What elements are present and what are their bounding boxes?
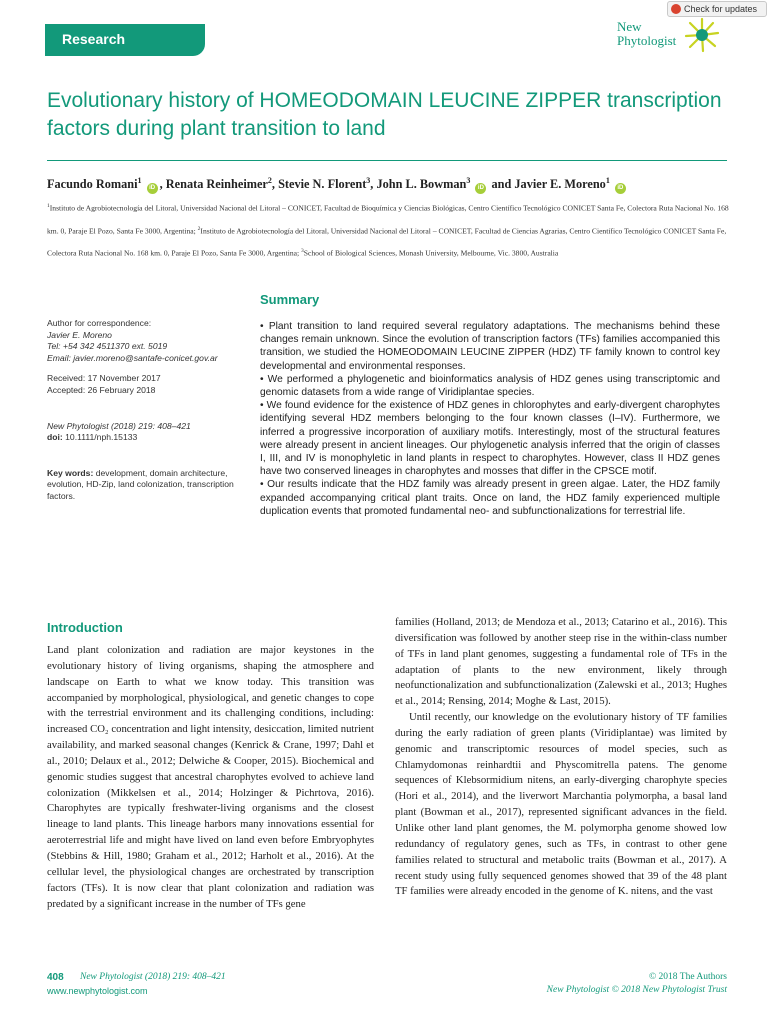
summary-bullet: • We performed a phylogenetic and bioinformatics analysis of HDZ genes using transcriptomic and genomic datasets from a wide range of Viridiplantae species. (260, 373, 720, 399)
affiliations: $^1$Instituto de Agrobiotecnología del Litoral, Universidad Nacional del Litoral – CONICET, Facultad de Bioquímica y Ciencias Biológicas, Centro Científico Tecnológico CONICET Santa Fe, Colectora Ruta Nacional No. 168 km. 0, Paraje El Pozo, Santa Fe 3000, Argentina; $^2$Instituto de Agrobiotecnología del Litoral, Universidad Nacional del Litoral – CONICET, Facultad de Ciencias Agrarias, Centro Científico Tecnológico CONICET Santa Fe, Colectora Ruta Nacional No. 168 km. 0, Paraje El Pozo, Santa Fe 3000, Argentina; $^3$School of Biological Sciences, Monash University, Melbourne, Vic. 3800, Australia (47, 203, 729, 258)
doi-link[interactable]: 10.1111/nph.15133 (65, 432, 138, 443)
article-info-sidebar (47, 318, 247, 503)
check-for-updates-button[interactable] (667, 1, 767, 17)
author-name[interactable]: Javier E. Moreno (514, 177, 606, 192)
summary-heading: Summary (260, 292, 320, 307)
introduction-heading: Introduction (47, 620, 123, 635)
author-name[interactable]: Stevie N. Florent (278, 177, 367, 192)
body-paragraph: families (Holland, 2013; de Mendoza et al., 2013; Catarino et al., 2016). This diversification was followed by another steep rise in the within-class number of TFs in land plant genomes, suggesting a fundamental role of TFs in the adaptation of plants to the new environment, likely through neofunctionalization and subfunctionalization (Zalewski et al., 2013; Hughes et al., 2014; Rensing, 2014; Moghe & Last, 2015). (395, 616, 727, 708)
doi-label: doi: (47, 432, 63, 443)
check-for-updates-label: Check for updates (684, 4, 758, 14)
article-title: Evolutionary history of HOMEODOMAIN LEUCINE ZIPPER transcription factors during plant transition to land (47, 89, 722, 140)
correspondence-email[interactable]: Email: javier.moreno@santafe-conicet.gov.ar (47, 352, 218, 363)
footer-citation: New Phytologist (2018) 219: 408–421 (80, 972, 226, 982)
sunburst-logo-icon (684, 17, 720, 53)
body-column-left (47, 643, 374, 912)
accepted-date: Accepted: 26 February 2018 (47, 384, 156, 395)
author-name[interactable]: Facundo Romani (47, 177, 138, 192)
received-date: Received: 17 November 2017 (47, 373, 161, 384)
body-paragraph: Land plant colonization and radiation are major keystones in the evolutionary history of living organisms, shaping the atmosphere and landscape on Earth to what we know today. This transition was accompanied by morphological, physiological, and genetic changes to cope with the terrestrial environment and its challenging conditions, including: increased CO₂ concentration and light intensity, desiccation, limited nutrient availability, and marked seasonal changes (Kenrick & Crane, 1997; Dahl et al., 2010; Delaux et al., 2012; Delwiche & Cooper, 2015). Biochemical and genomic studies suggest that ancestral charophytes evolved to achieve land colonization (Mikkelsen et al., 2014; Holzinger & Pichrtova, 2016). Charophytes are typically freshwater-living organisms and the closest lineage to land plants. This lineage harbors many innovations essential for aeroterrestrial life and might have lived on land even before Embryophytes (Stebbins & Hill, 1980; Graham et al., 2012; Harholt et al., 2016). At the cellular level, the physiological changes are orchestrated by transcription factors (TFs). It is now clear that plant colonization and radiation was predated by a significant increase in the number of TFs gene (47, 644, 374, 910)
journal-wordmark (617, 20, 676, 48)
copyright-trust: New Phytologist © 2018 New Phytologist Trust (546, 985, 727, 995)
crossmark-icon (671, 4, 681, 14)
sidebar-citation: New Phytologist (2018) 219: 408–421 (47, 420, 191, 431)
author-name[interactable]: Renata Reinheimer (165, 177, 268, 192)
correspondence-name: Javier E. Moreno (47, 329, 112, 340)
journal-wordmark-line1: New (617, 19, 642, 34)
affiliation: Instituto de Agrobiotecnología del Litoral, Universidad Nacional del Litoral – CONICET, Facultad de Ciencias Agrarias, Centro Científico Tecnológico CONICET Santa Fe, Colectora Ruta Nacional No. 168 km. 0, Paraje El Pozo, Santa Fe 3000, Argentina; (47, 226, 727, 258)
title-divider (47, 160, 727, 161)
orcid-icon[interactable]: iD (475, 183, 486, 194)
summary-bullet: • Our results indicate that the HDZ family was already present in green algae. Later, the HDZ family expanded accompanying critical plant traits. Once on land, the HDZ family experienced multiple duplication events that promoted fundamental neo- and subfunctionalizations for terrestrial life. (260, 479, 720, 517)
correspondence-label: Author for correspondence: (47, 318, 152, 328)
page-number: 408 (47, 972, 64, 983)
author-name[interactable]: John L. Bowman (376, 177, 467, 192)
authors-conjunction: and (491, 177, 512, 192)
journal-url-link[interactable]: www.newphytologist.com (47, 986, 148, 996)
summary-bullet: • Plant transition to land required several regulatory adaptations. The mechanisms behind these changes remain unknown. Since the evolution of transcription factors (TFs) families accompanied this transition, we studied the HOMEODOMAIN LEUCINE ZIPPER (HDZ) TF family known to control key developmental and environmental responses. (260, 321, 720, 372)
affiliation: School of Biological Sciences, Monash University, Melbourne, Vic. 3800, Australia (303, 248, 559, 258)
affiliation: Instituto de Agrobiotecnología del Litoral, Universidad Nacional del Litoral – CONICET, Facultad de Bioquímica y Ciencias Biológicas, Centro Científico Tecnológico CONICET Santa Fe, Colectora Ruta Nacional No. 168 km. 0, Paraje El Pozo, Santa Fe 3000, Argentina; (47, 203, 729, 236)
summary-text (260, 320, 720, 518)
author-list: Facundo Romani$^1$ iD , Renata Reinheimer$^2$, Stevie N. Florent$^3$, John L. Bowman$^3$ iD and Javier E. Moreno$^1$ iD (47, 176, 747, 194)
correspondence-tel: Tel: +54 342 4511370 ext. 5019 (47, 341, 168, 352)
copyright-authors: © 2018 The Authors (648, 972, 727, 982)
orcid-icon[interactable]: iD (615, 183, 626, 194)
body-column-right (395, 615, 727, 900)
section-label: Research (62, 31, 126, 47)
orcid-icon[interactable]: iD (147, 183, 158, 194)
body-paragraph: Until recently, our knowledge on the evolutionary history of TF families during the early radiation of green plants (Viridiplantae) was limited by genomic and transcriptomic resources of model species, such as Chlamydomonas reinhardtii and Physcomitrella patens. The genome sequences of Klebsormidium nitens, an early-diverging charophyte species (Hori et al., 2014), and the liverwort Marchantia polymorpha, a basal land plant (Bowman et al., 2017), represented significant advances in the field. Unlike other land plant genomes, the M. polymorpha genome showed low redundancy of regulatory genes, such as TFs, in contrast to other gene families related to structural and metabolic traits (Bowman et al., 2017). A recent study using fully sequenced genomes showed that 39 of the 48 plant TF families were already encoded in the genome of K. nitens, and the vast (395, 711, 727, 898)
journal-wordmark-line2: Phytologist (617, 33, 677, 48)
summary-bullet: • We found evidence for the existence of HDZ genes in chlorophytes and early-divergent charophytes identifying several HDZ members belonging to the four known classes (I–IV). Furthermore, we inferred a progressive incorporation of auxiliary motifs. Interestingly, most of the structural features were already present in ancient lineages. Our phylogenetic analysis inferred that the origin of classes I, III, and IV is monophyletic in land plants in respect to charophytes. However, class II HDZ genes have two conserved lineages in charophytes and mosses that differ in the CPSCE motif. (260, 400, 720, 478)
keywords: development, domain architecture, evolution, HD-Zip, land colonization, transcription factors. (47, 467, 234, 501)
keywords-label: Key words: (47, 467, 94, 478)
